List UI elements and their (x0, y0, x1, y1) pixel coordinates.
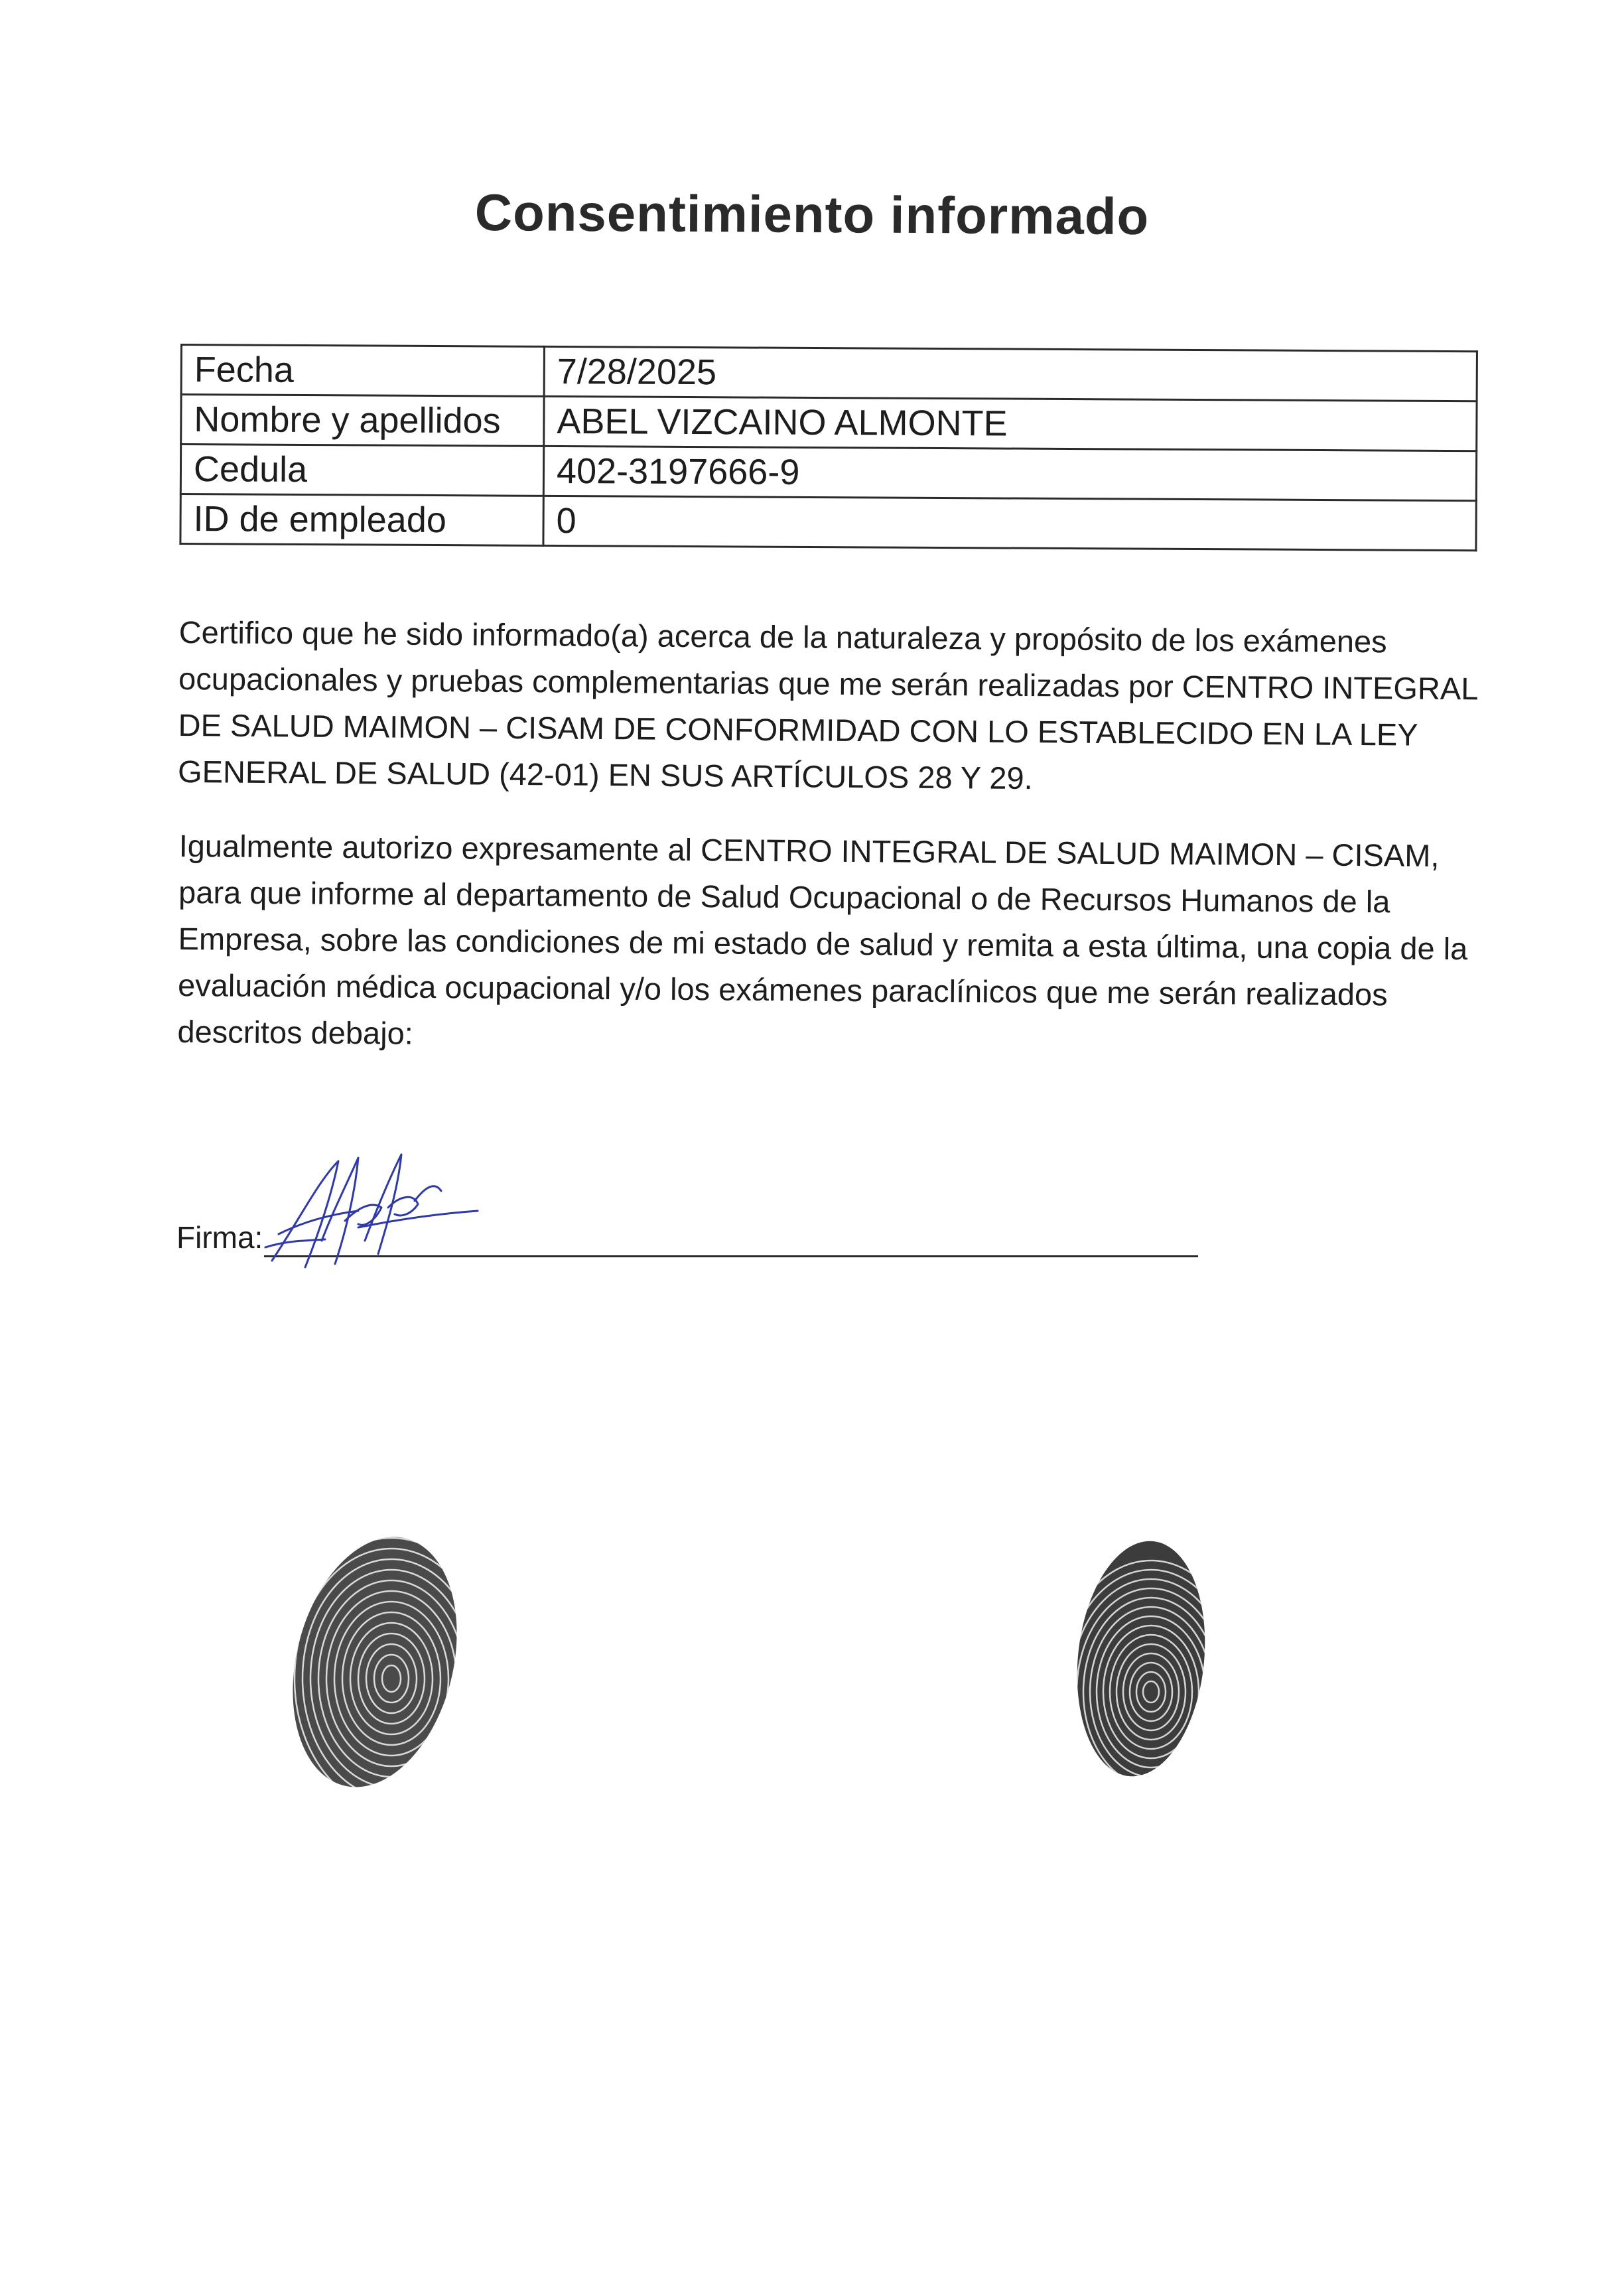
field-label-id-empleado: ID de empleado (180, 494, 543, 546)
field-value-cedula: 402-3197666-9 (543, 446, 1476, 500)
table-row (181, 395, 1477, 451)
field-value-id-empleado: 0 (543, 496, 1476, 550)
paragraph-text: Certifico que he sido informado(a) acerca de la naturaleza y propósito de los exámenes ocupacionales y pruebas complementarias que me serán realizadas por CENTRO INTEGRAL DE SALUD MAIMON – CISAM DE CONFORMIDAD CON LO ESTABLECIDO EN LA LEY GENERAL DE SALUD (42-01) EN SUS ARTÍCULOS 28 Y 29. (177, 614, 1477, 796)
paragraph-text: Igualmente autorizo expresamente al CENTRO INTEGRAL DE SALUD MAIMON – CISAM, para que informe al departamento de Salud Ocupacional o de Recursos Humanos de la Empresa, sobre las condiciones de mi estado de salud y remita a esta última, una copia de la evaluación médica ocupacional y/o los exámenes paraclínicos que me serán realizados descritos debajo: (177, 827, 1468, 1051)
authorization-paragraph (177, 823, 1479, 1065)
signature-label: Firma: (176, 1220, 263, 1255)
field-label-cedula: Cedula (180, 445, 543, 496)
field-label-nombre: Nombre y apellidos (181, 395, 544, 447)
table-row (181, 345, 1477, 401)
document-title: Consentimiento informado (474, 182, 1150, 246)
field-value-fecha: 7/28/2025 (544, 346, 1477, 401)
right-fingerprint-icon (1061, 1526, 1227, 1791)
handwritten-signature-icon (259, 1141, 498, 1274)
employee-info-table (179, 344, 1478, 551)
field-label-fecha: Fecha (181, 345, 544, 397)
certification-paragraph (178, 609, 1479, 805)
left-fingerprint-icon (279, 1526, 478, 1805)
field-value-nombre: ABEL VIZCAINO ALMONTE (544, 396, 1477, 451)
table-row (180, 494, 1476, 551)
table-row (180, 445, 1476, 501)
